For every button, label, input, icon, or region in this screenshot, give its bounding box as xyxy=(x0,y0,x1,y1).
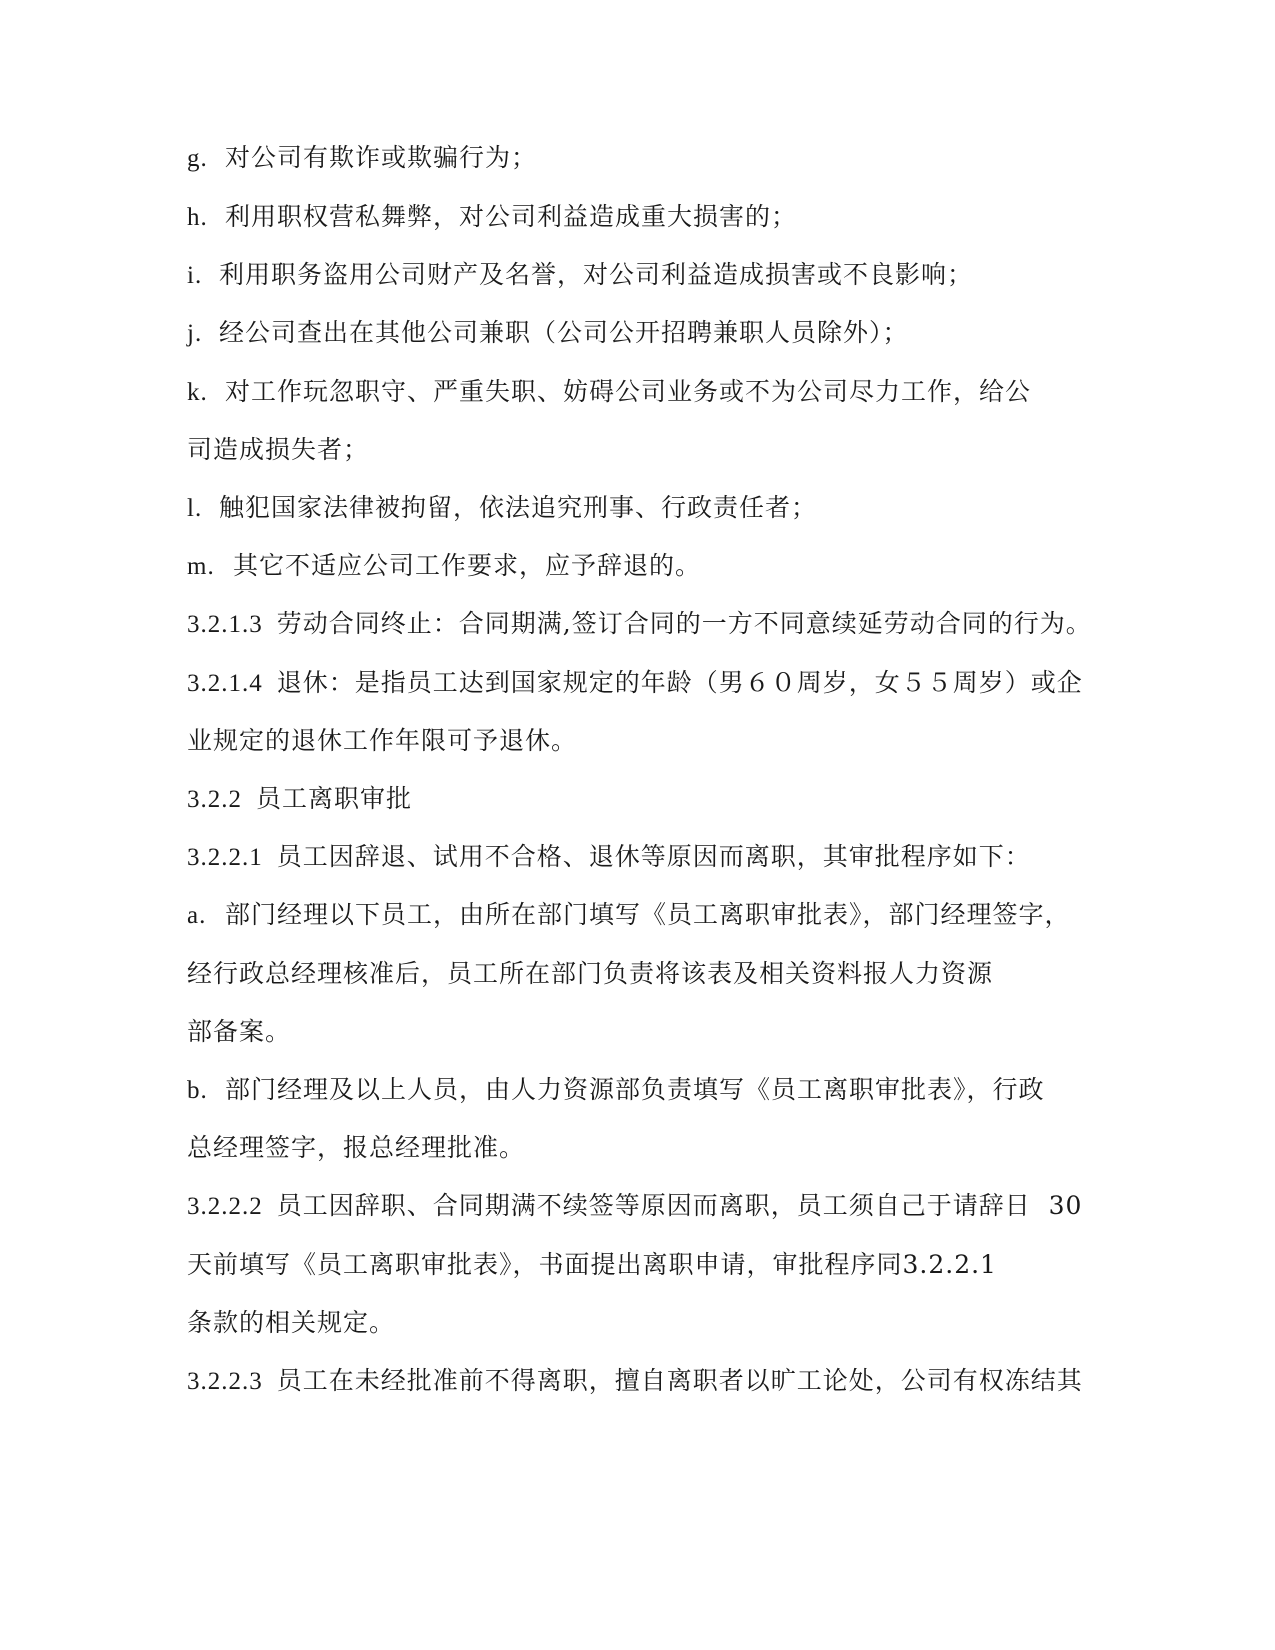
clause-h xyxy=(187,201,797,234)
procedure-a-continued-2 xyxy=(187,1016,291,1048)
clause-text: 触犯国家法律被拘留，依法追究刑事、行政责任者； xyxy=(219,493,818,522)
section-3-2-2-heading xyxy=(187,783,412,816)
clause-i xyxy=(187,259,973,292)
section-heading: 员工离职审批 xyxy=(256,784,413,813)
section-text: 退休：是指员工达到国家规定的年龄（男６０周岁，女５５周岁）或企 xyxy=(276,668,1083,697)
section-3-2-2-2-continued xyxy=(187,1249,997,1281)
section-text: 天前填写《员工离职审批表》，书面提出离职申请，审批程序同3.2.2.1 xyxy=(187,1250,997,1279)
section-number: 3.2.2 xyxy=(187,786,242,813)
section-3-2-1-4-continued xyxy=(187,725,577,757)
clause-text: 部备案。 xyxy=(187,1017,292,1046)
item-marker: g. xyxy=(187,145,208,172)
clause-text: 经公司查出在其他公司兼职（公司公开招聘兼职人员除外）； xyxy=(219,318,909,347)
clause-text: 对公司有欺诈或欺骗行为； xyxy=(225,143,538,172)
clause-text: 对工作玩忽职守、严重失职、妨碍公司业务或不为公司尽力工作，给公 xyxy=(225,377,1032,406)
clause-text: 总经理签字，报总经理批准。 xyxy=(187,1133,526,1162)
section-number: 3.2.2.2 xyxy=(187,1193,263,1220)
clause-l xyxy=(187,492,817,525)
section-number: 3.2.1.3 xyxy=(187,611,263,638)
section-3-2-2-2-continued-2 xyxy=(187,1307,395,1339)
section-text: 条款的相关规定。 xyxy=(187,1308,396,1337)
clause-k-continued xyxy=(187,434,369,466)
clause-text: 其它不适应公司工作要求，应予辞退的。 xyxy=(233,551,702,580)
item-marker: j. xyxy=(187,320,203,347)
section-3-2-1-3 xyxy=(187,608,1092,641)
procedure-b-continued xyxy=(187,1132,525,1164)
item-marker: b. xyxy=(187,1077,208,1104)
item-marker: l. xyxy=(187,495,203,522)
item-marker: i. xyxy=(187,262,203,289)
procedure-b xyxy=(187,1074,1045,1107)
section-text: 员工因辞职、合同期满不续签等原因而离职，员工须自己于请辞日 30 xyxy=(276,1191,1083,1220)
section-3-2-2-3 xyxy=(187,1365,1083,1398)
item-marker: k. xyxy=(187,379,208,406)
section-text: 业规定的退休工作年限可予退休。 xyxy=(187,726,578,755)
item-marker: a. xyxy=(187,902,207,929)
section-3-2-2-2 xyxy=(187,1190,1082,1223)
section-text: 员工因辞退、试用不合格、退休等原因而离职，其审批程序如下： xyxy=(276,842,1031,871)
section-number: 3.2.1.4 xyxy=(187,670,263,697)
clause-j xyxy=(187,317,909,350)
section-text: 员工在未经批准前不得离职，擅自离职者以旷工论处，公司有权冻结其 xyxy=(276,1366,1083,1395)
section-number: 3.2.2.1 xyxy=(187,844,263,871)
item-marker: m. xyxy=(187,553,215,580)
section-3-2-1-4 xyxy=(187,667,1083,700)
clause-m xyxy=(187,550,701,583)
procedure-a xyxy=(187,899,1071,932)
clause-g xyxy=(187,142,537,175)
clause-text: 司造成损失者； xyxy=(187,435,370,464)
clause-text: 利用职权营私舞弊，对公司利益造成重大损害的； xyxy=(225,202,798,231)
section-text: 劳动合同终止：合同期满,签订合同的一方不同意续延劳动合同的行为。 xyxy=(276,609,1092,638)
clause-text: 利用职务盗用公司财产及名誉，对公司利益造成损害或不良影响； xyxy=(219,260,974,289)
section-3-2-2-1 xyxy=(187,841,1031,874)
clause-k xyxy=(187,376,1031,409)
clause-text: 部门经理以下员工，由所在部门填写《员工离职审批表》，部门经理签字， xyxy=(225,900,1071,929)
procedure-a-continued xyxy=(187,958,993,990)
clause-text: 经行政总经理核准后，员工所在部门负责将该表及相关资料报人力资源 xyxy=(187,959,994,988)
section-number: 3.2.2.3 xyxy=(187,1368,263,1395)
clause-text: 部门经理及以上人员，由人力资源部负责填写《员工离职审批表》，行政 xyxy=(225,1075,1045,1104)
item-marker: h. xyxy=(187,204,208,231)
